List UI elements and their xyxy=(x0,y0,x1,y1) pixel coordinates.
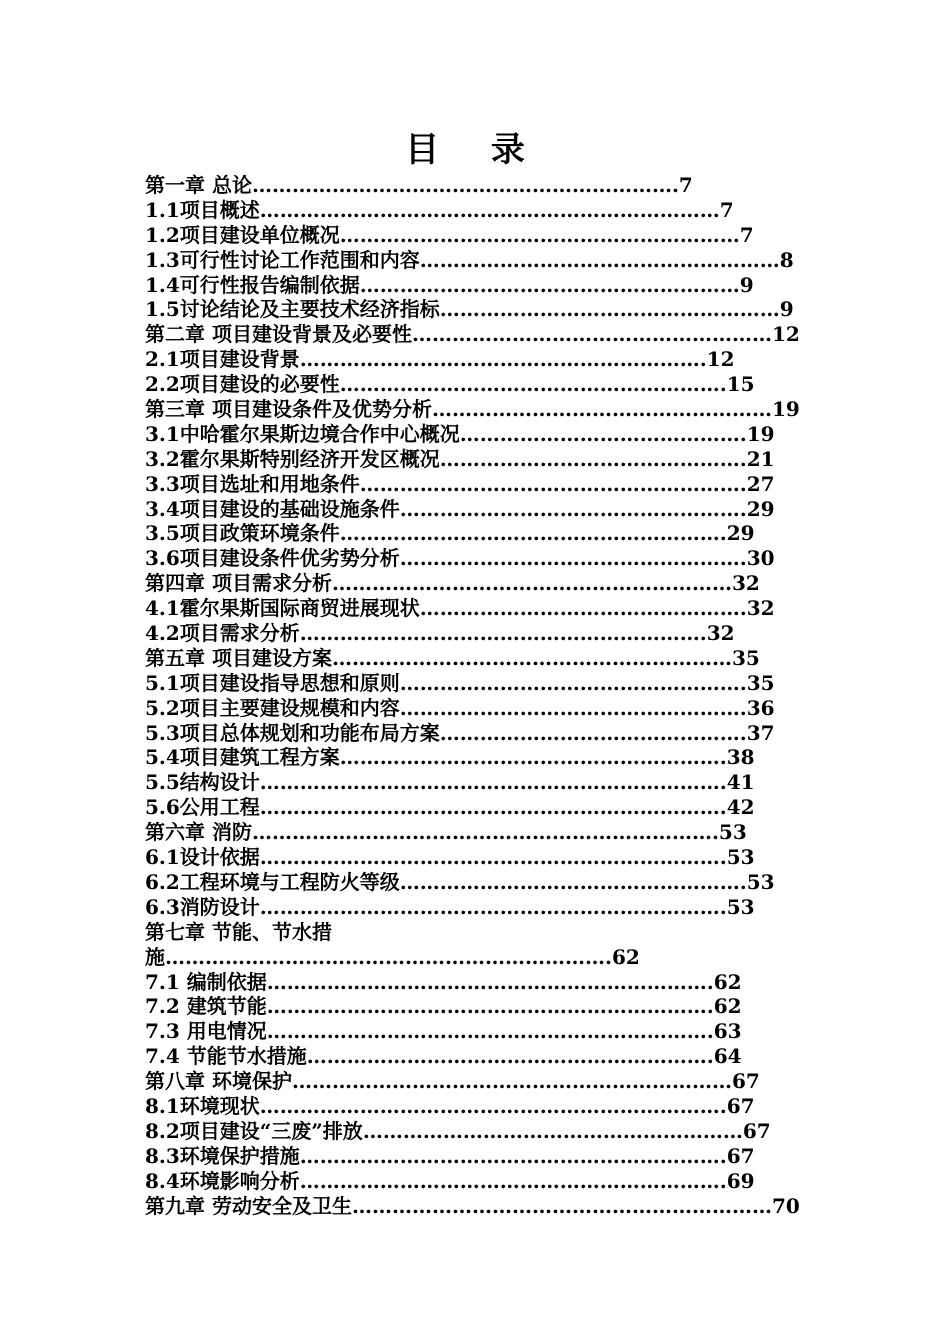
toc-entry[interactable] xyxy=(145,1144,810,1169)
toc-page-number: .53 xyxy=(739,869,775,894)
toc-page-number: .69 xyxy=(719,1168,755,1193)
toc-leader-dots: ……………………………………………………… xyxy=(299,1143,720,1168)
toc-leader-dots: ……………………………………………… xyxy=(411,322,772,347)
toc-leader-dots: ………………………………………………………… xyxy=(165,944,605,969)
toc-leader-dots: ……………………………………… xyxy=(439,446,740,471)
toc-entry-label: 第五章 项目建设方案 xyxy=(145,645,332,670)
toc-entry[interactable] xyxy=(145,173,810,198)
toc-page-number: 9 xyxy=(739,272,754,297)
toc-entry-label: 8.1环境现状 xyxy=(145,1093,260,1118)
toc-leader-dots: ………………………………………………… xyxy=(339,745,720,770)
toc-leader-dots: ………………………………………… xyxy=(419,596,740,621)
toc-page-number: .21 xyxy=(739,446,775,471)
toc-entry-label: 第九章 劳动安全及卫生 xyxy=(145,1193,352,1218)
toc-entry-label: 7.3 用电情况 xyxy=(145,1019,267,1044)
toc-entry-label: 第一章 总论 xyxy=(145,173,252,197)
toc-page-number: .36 xyxy=(739,695,775,720)
toc-entry[interactable] xyxy=(145,1169,810,1194)
toc-leader-dots: ………………………………………………… xyxy=(339,372,720,397)
toc-page-number: .41 xyxy=(719,770,755,795)
toc-page-number: .67 xyxy=(719,1143,755,1168)
toc-entry[interactable] xyxy=(145,696,810,721)
toc-page-number: 12 xyxy=(771,322,800,347)
toc-page-number: 8 xyxy=(779,247,794,272)
toc-page-number: 70 xyxy=(771,1193,800,1218)
toc-entry[interactable] xyxy=(145,1094,810,1119)
toc-entry[interactable] xyxy=(145,546,810,571)
toc-page-number: .12 xyxy=(699,347,735,372)
toc-leader-dots: …………………………………………… xyxy=(399,695,740,720)
toc-entry-label: 8.4环境影响分析 xyxy=(145,1168,300,1193)
toc-page-number: .53 xyxy=(719,894,755,919)
toc-leader-dots: …………………………………………………………… xyxy=(251,820,712,845)
toc-entry[interactable] xyxy=(145,621,810,646)
toc-entry-label: 5.3项目总体规划和功能布局方案 xyxy=(145,720,440,745)
toc-leader-dots: …………………………………………………… xyxy=(299,347,700,372)
toc-leader-dots: …………………………………………………… xyxy=(331,571,732,596)
toc-entry-label: 4.1霍尔果斯国际商贸进展现状 xyxy=(145,596,420,621)
toc-page-number: .19 xyxy=(739,421,775,446)
toc-entry[interactable] xyxy=(145,721,810,746)
table-of-contents xyxy=(145,173,810,1218)
toc-entry-label: 7.2 建筑节能 xyxy=(145,994,267,1019)
toc-entry-label: 8.3环境保护措施 xyxy=(145,1143,300,1168)
toc-entry[interactable] xyxy=(145,1119,810,1144)
toc-page-number: .32 xyxy=(699,621,735,646)
toc-leader-dots: ………………………………………………… xyxy=(339,521,720,546)
toc-entry-label: 3.4项目建设的基础设施条件 xyxy=(145,496,400,521)
toc-leader-dots: …………………………………………………… xyxy=(299,621,700,646)
toc-page-number: .42 xyxy=(719,795,755,820)
toc-leader-dots: …………………………………………………………… xyxy=(259,894,720,919)
toc-entry[interactable] xyxy=(145,671,810,696)
toc-leader-dots: …………………………………………………… xyxy=(339,222,740,247)
toc-entry-label: 1.1项目概述 xyxy=(145,197,260,222)
toc-entry-label: 6.2工程环境与工程防火等级 xyxy=(145,869,400,894)
toc-page-number: .62 xyxy=(605,944,640,969)
toc-page-number: .38 xyxy=(719,745,755,770)
toc-entry-label: 3.1中哈霍尔果斯边境合作中心概况 xyxy=(145,421,460,446)
toc-entry-label: 1.2项目建设单位概况 xyxy=(145,222,340,247)
toc-entry[interactable] xyxy=(145,870,810,895)
toc-page-number: .64 xyxy=(706,1044,742,1069)
toc-leader-dots: …………………………………………………… xyxy=(331,645,732,670)
toc-entry-label: 7.4 节能节水措施 xyxy=(145,1044,307,1069)
toc-entry[interactable] xyxy=(145,745,810,770)
toc-page-number: 67 xyxy=(731,1069,760,1094)
toc-leader-dots: …………………………………………………… xyxy=(306,1044,707,1069)
toc-entry-label: 6.3消防设计 xyxy=(145,894,260,919)
toc-leader-dots: ………………………………………………………… xyxy=(266,1019,707,1044)
toc-leader-dots: …………………………………… xyxy=(459,421,740,446)
toc-entry[interactable] xyxy=(145,223,810,248)
toc-entry-label: 5.5结构设计 xyxy=(145,770,260,795)
toc-entry-label: 1.5讨论结论及主要技术经济指标 xyxy=(145,297,440,322)
toc-leader-dots: …………………………………………… xyxy=(439,297,780,322)
toc-entry[interactable] xyxy=(145,273,810,298)
toc-entry-label: 2.2项目建设的必要性 xyxy=(145,372,340,397)
toc-leader-dots: …………………………………………… xyxy=(399,869,740,894)
toc-leader-dots: ………………………………………………………… xyxy=(291,1069,732,1094)
toc-entry[interactable] xyxy=(145,994,810,1019)
toc-entry-label: 2.1项目建设背景 xyxy=(145,347,300,372)
toc-entry[interactable] xyxy=(145,895,810,920)
toc-page-number: .53 xyxy=(719,845,755,870)
toc-leader-dots: ………………………………………………… xyxy=(359,471,740,496)
toc-entry-label: 4.2项目需求分析 xyxy=(145,621,300,646)
toc-entry[interactable] xyxy=(145,820,810,845)
toc-page-number: 7 xyxy=(719,197,734,222)
toc-entry[interactable] xyxy=(145,596,810,621)
toc-entry-label: 第三章 项目建设条件及优势分析 xyxy=(145,397,432,422)
toc-entry-label: 3.3项目选址和用地条件 xyxy=(145,471,360,496)
toc-leader-dots: …………………………………………………………… xyxy=(259,197,720,222)
toc-leader-dots: ………………………………………………………… xyxy=(266,969,707,994)
toc-leader-dots: …………………………………………………………… xyxy=(259,795,720,820)
toc-entry[interactable] xyxy=(145,1069,810,1094)
toc-entry[interactable] xyxy=(145,795,810,820)
toc-page-number: .7 xyxy=(671,173,693,197)
toc-entry-label: 5.6公用工程 xyxy=(145,795,260,820)
toc-page-number: .53 xyxy=(711,820,747,845)
toc-entry-label: 3.6项目建设条件优劣势分析 xyxy=(145,546,400,571)
toc-entry-label: 3.5项目政策环境条件 xyxy=(145,521,340,546)
toc-entry[interactable] xyxy=(145,347,810,372)
toc-page-number: 35 xyxy=(731,645,760,670)
toc-entry[interactable] xyxy=(145,1044,810,1069)
toc-leader-dots: ………………………………………………………… xyxy=(266,994,707,1019)
toc-leader-dots: …………………………………………………………… xyxy=(259,845,720,870)
toc-leader-dots: …………………………………………………………… xyxy=(259,1093,720,1118)
toc-entry-label: 第七章 节能、节水措施 xyxy=(145,919,332,969)
toc-entry-label: 1.3可行性讨论工作范围和内容 xyxy=(145,247,420,272)
toc-page-number: .15 xyxy=(719,372,755,397)
toc-entry[interactable] xyxy=(145,1019,810,1044)
toc-page-number: .32 xyxy=(739,596,775,621)
toc-entry[interactable] xyxy=(145,521,810,546)
toc-entry-label: 5.4项目建筑工程方案 xyxy=(145,745,340,770)
toc-entry[interactable] xyxy=(145,1194,810,1219)
toc-entry[interactable] xyxy=(145,472,810,497)
toc-page-number: 9 xyxy=(779,297,794,322)
toc-entry-label: 7.1 编制依据 xyxy=(145,969,267,994)
toc-leader-dots: …………………………………………… xyxy=(399,670,740,695)
toc-entry-label: 第六章 消防 xyxy=(145,820,252,845)
toc-leader-dots: ………………………………………………… xyxy=(362,1118,743,1143)
toc-leader-dots: …………………………………………… xyxy=(431,397,772,422)
toc-entry-label: 3.2霍尔果斯特别经济开发区概况 xyxy=(145,446,440,471)
toc-leader-dots: …………………………………………… xyxy=(399,546,740,571)
toc-entry[interactable] xyxy=(145,422,810,447)
toc-entry[interactable] xyxy=(145,297,810,322)
toc-entry[interactable] xyxy=(145,322,810,347)
toc-page-number: .30 xyxy=(739,546,775,571)
toc-entry[interactable] xyxy=(145,646,810,671)
toc-entry-label: 第四章 项目需求分析 xyxy=(145,571,332,596)
toc-page-number: 7 xyxy=(739,222,754,247)
toc-page-number: .62 xyxy=(706,994,742,1019)
toc-leader-dots: ……………………………………………… xyxy=(419,247,780,272)
toc-entry[interactable] xyxy=(145,497,810,522)
toc-page-number: .29 xyxy=(719,521,755,546)
toc-page-number: 67 xyxy=(742,1118,771,1143)
toc-page-number: .62 xyxy=(706,969,742,994)
toc-page-number: 32 xyxy=(731,571,760,596)
toc-entry-label: 5.2项目主要建设规模和内容 xyxy=(145,695,400,720)
toc-entry[interactable] xyxy=(145,248,810,273)
toc-entry-label: 8.2项目建设“三废”排放 xyxy=(145,1118,363,1143)
toc-entry[interactable] xyxy=(145,397,810,422)
toc-entry[interactable] xyxy=(145,372,810,397)
toc-leader-dots: ……………………………………………………… xyxy=(251,173,672,197)
toc-entry[interactable] xyxy=(145,198,810,223)
toc-leader-dots: …………………………………………………………… xyxy=(259,770,720,795)
toc-entry-label: 第二章 项目建设背景及必要性 xyxy=(145,322,412,347)
toc-page-number: .67 xyxy=(719,1093,755,1118)
toc-page-number: 19 xyxy=(771,397,800,422)
toc-entry-label: 5.1项目建设指导思想和原则 xyxy=(145,670,400,695)
toc-entry[interactable] xyxy=(145,571,810,596)
toc-page-number: .29 xyxy=(739,496,775,521)
toc-page-number: .63 xyxy=(706,1019,742,1044)
toc-leader-dots: ……………………………………………………… xyxy=(299,1168,720,1193)
toc-page-number: .27 xyxy=(739,471,775,496)
toc-entry[interactable] xyxy=(145,845,810,870)
toc-title: 目 录 xyxy=(405,130,545,170)
toc-entry-label: 6.1设计依据 xyxy=(145,845,260,870)
toc-entry[interactable] xyxy=(145,770,810,795)
toc-page-number: .35 xyxy=(739,670,775,695)
toc-leader-dots: ……………………………………… xyxy=(439,720,740,745)
toc-entry[interactable] xyxy=(145,447,810,472)
toc-leader-dots: ……………………………………………………… xyxy=(351,1193,772,1218)
toc-page-number: .37 xyxy=(739,720,775,745)
toc-entry[interactable] xyxy=(145,920,810,970)
toc-entry-label: 1.4可行性报告编制依据 xyxy=(145,272,360,297)
toc-entry[interactable] xyxy=(145,970,810,995)
toc-entry-label: 第八章 环境保护 xyxy=(145,1069,292,1094)
toc-leader-dots: ………………………………………………… xyxy=(359,272,740,297)
toc-leader-dots: …………………………………………… xyxy=(399,496,740,521)
